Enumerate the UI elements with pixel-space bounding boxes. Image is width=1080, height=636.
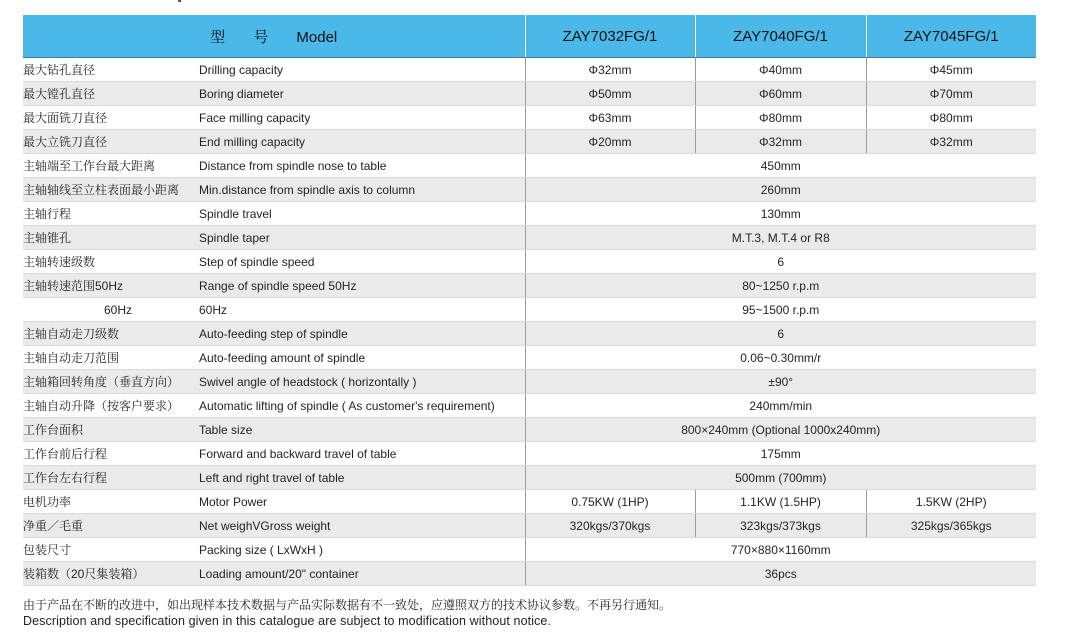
- spec-name-en: Swivel angle of headstock ( horizontally ): [199, 370, 525, 394]
- spec-name-cn: 电机功率: [23, 490, 199, 514]
- table-row: [23, 418, 1036, 442]
- table-row: [23, 106, 1036, 130]
- spec-name-en: Net weighVGross weight: [199, 514, 525, 538]
- spec-name-en: Auto-feeding step of spindle: [199, 322, 525, 346]
- table-row: [23, 466, 1036, 490]
- spec-name-cn: 最大立铣刀直径: [23, 130, 199, 154]
- spec-name-cn: 最大镗孔直径: [23, 82, 199, 106]
- table-row: [23, 82, 1036, 106]
- model-column-header: ZAY7045FG/1: [866, 15, 1036, 58]
- table-row: [23, 538, 1036, 562]
- table-row: [23, 562, 1036, 586]
- spec-sheet: [23, 15, 1036, 586]
- spec-value: Φ70mm: [866, 82, 1036, 106]
- spec-name-cn: 主轴端至工作台最大距离: [23, 154, 199, 178]
- spec-value: Φ80mm: [866, 106, 1036, 130]
- spec-table-body: [23, 58, 1036, 586]
- model-label-cn: 型 号: [210, 28, 281, 46]
- spec-name-cn: 主轴行程: [23, 202, 199, 226]
- spec-value: 323kgs/373kgs: [695, 514, 866, 538]
- spec-name-cn: 60Hz: [23, 298, 199, 322]
- spec-value: 6: [525, 322, 1036, 346]
- table-header-row: [23, 15, 1036, 58]
- table-row: [23, 154, 1036, 178]
- spec-value: ±90°: [525, 370, 1036, 394]
- table-row: [23, 490, 1036, 514]
- disclaimer-cn: 由于产品在不断的改进中，如出现样本技术数据与产品实际数据有不一致处，应遵照双方的技术协议参数。不再另行通知。: [23, 598, 672, 612]
- table-row: [23, 58, 1036, 82]
- table-row: [23, 370, 1036, 394]
- spec-name-cn: 净重／毛重: [23, 514, 199, 538]
- spec-value: Φ32mm: [525, 58, 695, 82]
- spec-name-cn: 包装尺寸: [23, 538, 199, 562]
- spec-name-en: Spindle travel: [199, 202, 525, 226]
- spec-value: 770×880×1160mm: [525, 538, 1036, 562]
- spec-value: 175mm: [525, 442, 1036, 466]
- table-row: [23, 322, 1036, 346]
- model-header-label: [23, 15, 525, 58]
- spec-name-en: End milling capacity: [199, 130, 525, 154]
- spec-name-cn: 主轴锥孔: [23, 226, 199, 250]
- table-row: [23, 346, 1036, 370]
- spec-name-en: Loading amount/20" container: [199, 562, 525, 586]
- spec-table: [23, 15, 1036, 586]
- spec-name-en: 60Hz: [199, 298, 525, 322]
- table-row: [23, 442, 1036, 466]
- spec-name-en: Range of spindle speed 50Hz: [199, 274, 525, 298]
- spec-name-cn: 装箱数（20尺集装箱）: [23, 562, 199, 586]
- model-label-en: Model: [296, 28, 338, 46]
- spec-name-cn: 主轴箱回转角度（垂直方向）: [23, 370, 199, 394]
- spec-name-en: Min.distance from spindle axis to column: [199, 178, 525, 202]
- spec-name-en: Drilling capacity: [199, 58, 525, 82]
- spec-value: Φ63mm: [525, 106, 695, 130]
- spec-value: Φ50mm: [525, 82, 695, 106]
- spec-name-cn: 最大钻孔直径: [23, 58, 199, 82]
- spec-name-cn: 最大面铣刀直径: [23, 106, 199, 130]
- spec-value: 6: [525, 250, 1036, 274]
- spec-name-en: Motor Power: [199, 490, 525, 514]
- spec-name-cn: 主轴自动走刀范围: [23, 346, 199, 370]
- spec-value: Φ20mm: [525, 130, 695, 154]
- spec-value: 0.75KW (1HP): [525, 490, 695, 514]
- spec-name-cn: 主轴自动升降（按客户要求）: [23, 394, 199, 418]
- spec-value: 95~1500 r.p.m: [525, 298, 1036, 322]
- spec-name-en: Automatic lifting of spindle ( As customer's requirement): [199, 394, 525, 418]
- spec-name-cn: 主轴转速级数: [23, 250, 199, 274]
- spec-value: 1.5KW (2HP): [866, 490, 1036, 514]
- spec-name-en: Packing size ( LxWxH ): [199, 538, 525, 562]
- spec-name-en: Distance from spindle nose to table: [199, 154, 525, 178]
- table-row: [23, 178, 1036, 202]
- spec-value: 36pcs: [525, 562, 1036, 586]
- spec-value: Φ80mm: [695, 106, 866, 130]
- model-column-header: ZAY7040FG/1: [695, 15, 866, 58]
- spec-name-cn: 主轴轴线至立柱表面最小距离: [23, 178, 199, 202]
- spec-name-cn: 工作台左右行程: [23, 466, 199, 490]
- spec-value: 130mm: [525, 202, 1036, 226]
- table-row: [23, 226, 1036, 250]
- table-row: [23, 250, 1036, 274]
- spec-value: 1.1KW (1.5HP): [695, 490, 866, 514]
- table-row: [23, 298, 1036, 322]
- spec-value: 800×240mm (Optional 1000x240mm): [525, 418, 1036, 442]
- spec-name-en: Table size: [199, 418, 525, 442]
- spec-value: 320kgs/370kgs: [525, 514, 695, 538]
- spec-value: Φ60mm: [695, 82, 866, 106]
- table-row: [23, 130, 1036, 154]
- table-row: [23, 202, 1036, 226]
- spec-value: 450mm: [525, 154, 1036, 178]
- spec-name-en: Face milling capacity: [199, 106, 525, 130]
- table-row: [23, 514, 1036, 538]
- spec-value: M.T.3, M.T.4 or R8: [525, 226, 1036, 250]
- spec-value: 500mm (700mm): [525, 466, 1036, 490]
- spec-value: Φ45mm: [866, 58, 1036, 82]
- model-column-header: ZAY7032FG/1: [525, 15, 695, 58]
- spec-name-cn: 主轴转速范围50Hz: [23, 274, 199, 298]
- spec-name-en: Step of spindle speed: [199, 250, 525, 274]
- spec-name-en: Left and right travel of table: [199, 466, 525, 490]
- spec-value: Φ40mm: [695, 58, 866, 82]
- spec-value: 0.06~0.30mm/r: [525, 346, 1036, 370]
- spec-value: 260mm: [525, 178, 1036, 202]
- spec-value: Φ32mm: [866, 130, 1036, 154]
- disclaimer-en: Description and specification given in this catalogue are subject to modification without notice.: [23, 614, 552, 628]
- spec-name-cn: 主轴自动走刀级数: [23, 322, 199, 346]
- spec-name-en: Forward and backward travel of table: [199, 442, 525, 466]
- spec-name-cn: 工作台前后行程: [23, 442, 199, 466]
- spec-value: 80~1250 r.p.m: [525, 274, 1036, 298]
- spec-value: 325kgs/365kgs: [866, 514, 1036, 538]
- table-row: [23, 394, 1036, 418]
- top-crop-mark: [178, 0, 181, 2]
- spec-value: 240mm/min: [525, 394, 1036, 418]
- spec-name-en: Auto-feeding amount of spindle: [199, 346, 525, 370]
- spec-name-cn: 工作台面积: [23, 418, 199, 442]
- spec-name-en: Boring diameter: [199, 82, 525, 106]
- spec-name-en: Spindle taper: [199, 226, 525, 250]
- spec-value: Φ32mm: [695, 130, 866, 154]
- table-row: [23, 274, 1036, 298]
